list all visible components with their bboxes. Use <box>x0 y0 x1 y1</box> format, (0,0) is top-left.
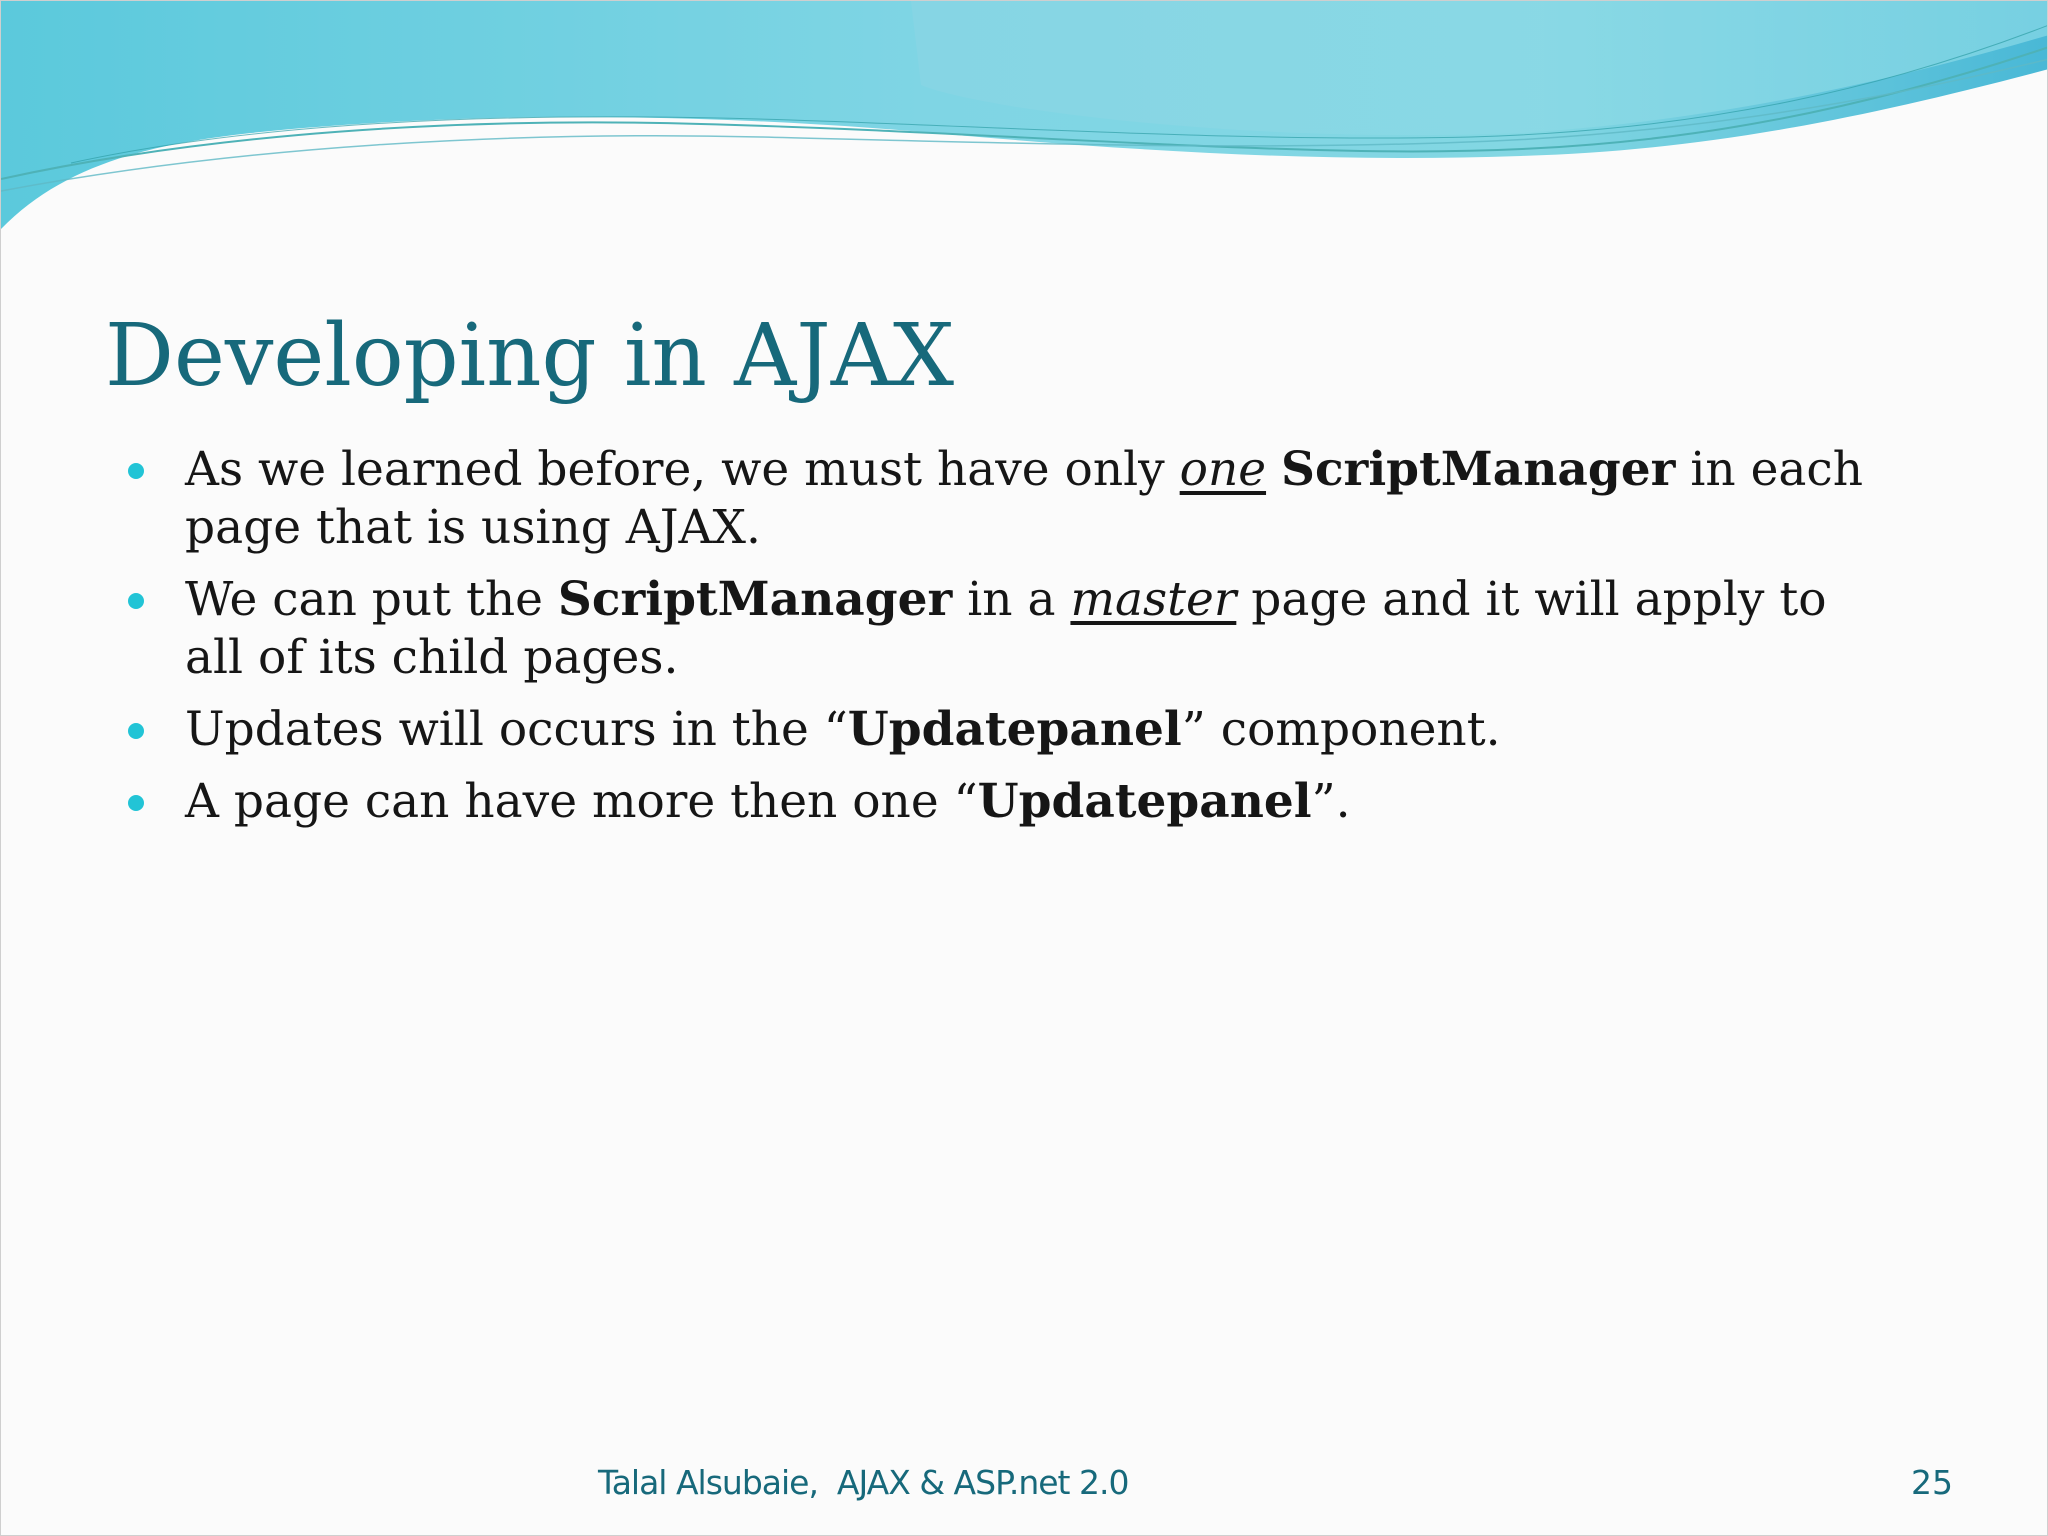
slide-number: 25 <box>1911 1463 1953 1502</box>
bullet-item-3 <box>123 701 1923 759</box>
bullet-line <box>185 629 1923 687</box>
bullet-text-segment <box>1266 442 1281 497</box>
bullet-dot-icon <box>128 463 144 479</box>
bullet-text-segment: ” component. <box>1181 702 1501 757</box>
bullet-dot-icon <box>128 593 144 609</box>
bullet-text-segment: in a <box>952 572 1071 627</box>
slide-footer: Talal Alsubaie, AJAX & ASP.net 2.0 <box>598 1463 1129 1502</box>
bullet-strong-term: ScriptManager <box>557 572 953 627</box>
bullet-dot-icon <box>128 795 144 811</box>
bullet-text-segment: A page can have more then one “ <box>185 774 978 829</box>
header-wave-decoration <box>1 1 2048 241</box>
bullet-text-segment: ”. <box>1311 774 1351 829</box>
bullet-text-segment: all of its child pages. <box>185 630 679 685</box>
bullet-line <box>185 701 1923 759</box>
bullet-line <box>185 499 1923 557</box>
bullet-text-segment: page and it will apply to <box>1236 572 1827 627</box>
bullet-emphasis: one <box>1179 442 1267 497</box>
bullet-item-1 <box>123 441 1923 557</box>
bullet-list <box>123 441 1923 845</box>
bullet-text-segment: in each <box>1675 442 1864 497</box>
bullet-strong-term: Updatepanel <box>977 774 1312 829</box>
bullet-item-2 <box>123 571 1923 687</box>
bullet-emphasis: master <box>1070 572 1237 627</box>
bullet-text-segment: We can put the <box>185 572 558 627</box>
bullet-line <box>185 773 1923 831</box>
bullet-line <box>185 441 1923 499</box>
bullet-text-segment: Updates will occurs in the “ <box>185 702 848 757</box>
bullet-strong-term: ScriptManager <box>1281 442 1676 497</box>
bullet-item-4 <box>123 773 1923 831</box>
slide-title: Developing in AJAX <box>105 306 955 406</box>
bullet-text-segment: As we learned before, we must have only <box>185 442 1180 497</box>
bullet-line <box>185 571 1923 629</box>
bullet-dot-icon <box>128 723 144 739</box>
bullet-strong-term: Updatepanel <box>847 702 1182 757</box>
bullet-text-segment: page that is using AJAX. <box>185 500 761 555</box>
